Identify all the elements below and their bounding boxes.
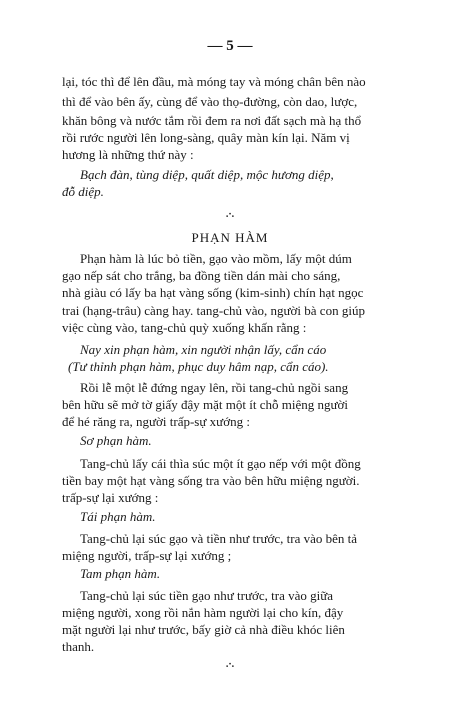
text-line: Tang-chủ lại súc gạo và tiền như trước, tra vào bên tả: [80, 531, 358, 546]
text-line: mặt người lại như trước, bấy giờ cả nhà điều khóc liên: [62, 622, 345, 637]
section-heading: PHẠN HÀM: [191, 230, 269, 245]
text-line: khăn bông và nước tắm rồi đem ra nơi đất sạch mà hạ thổ: [62, 113, 362, 128]
call-third: Tam phạn hàm.: [80, 566, 161, 581]
text-line: trấp-sự lại xướng :: [62, 490, 159, 505]
herb-list-line: đỗ diệp.: [62, 184, 104, 199]
prayer-line: (Tư thỉnh phạn hàm, phục duy hâm nạp, cẩn cáo).: [68, 359, 329, 374]
text-line: Tang-chủ lấy cái thìa súc một ít gạo nếp với một đồng: [80, 456, 361, 471]
text-line: gạo nếp sát cho trắng, ba đồng tiền dán mài cho sáng,: [62, 268, 341, 283]
text-line: để hé răng ra, người trấp-sự xướng :: [62, 414, 250, 429]
text-line: miệng người, trấp-sự lại xướng ;: [62, 548, 232, 563]
ornament-bottom: .·.: [225, 659, 235, 670]
text-line: trai (hạng-trâu) càng hay. tang-chủ vào, người bà con giúp: [62, 303, 365, 318]
text-line: thanh.: [62, 639, 95, 654]
text-line: hương là những thứ này :: [62, 147, 194, 162]
text-line: Phạn hàm là lúc bỏ tiền, gạo vào mồm, lấy một dúm: [80, 251, 352, 266]
text-line: miệng người, xong rồi nắn hàm người lại cho kín, đậy: [62, 605, 344, 620]
text-line: lại, tóc thì để lên đầu, mà móng tay và móng chân bên nào: [62, 74, 366, 89]
text-line: việc cùng vào, tang-chủ quỳ xuống khấn rằng :: [62, 320, 307, 335]
text-line: thì để vào bên ấy, cùng để vào thọ-đường, còn dao, lược,: [62, 94, 358, 109]
ornament: .·.: [225, 209, 235, 220]
herb-list-line: Bạch đàn, tùng diệp, quất diệp, mộc hương diệp,: [80, 167, 334, 182]
page-number: — 5 —: [207, 38, 253, 54]
text-line: rồi rước người lên long-sàng, quây màn kín lại. Năm vị: [62, 130, 350, 145]
call-first: Sơ phạn hàm.: [80, 433, 152, 448]
text-line: tiền bay một hạt vàng sống tra vào bên hữu miệng người.: [62, 473, 360, 488]
text-line: nhà giàu có lấy ba hạt vàng sống (kim-sinh) chín hạt ngọc: [62, 285, 364, 300]
text-line: Rồi lễ một lễ đứng ngay lên, rồi tang-chủ ngồi sang: [80, 380, 349, 395]
call-second: Tái phạn hàm.: [80, 509, 156, 524]
text-line: bên hữu sẽ mở tờ giấy đậy mặt một ít chỗ miệng người: [62, 397, 349, 412]
text-line: Tang-chủ lại súc tiền gạo như trước, tra vào giữa: [80, 588, 334, 603]
prayer-line: Nay xin phạn hàm, xin người nhận lấy, cẩn cáo: [80, 342, 327, 357]
